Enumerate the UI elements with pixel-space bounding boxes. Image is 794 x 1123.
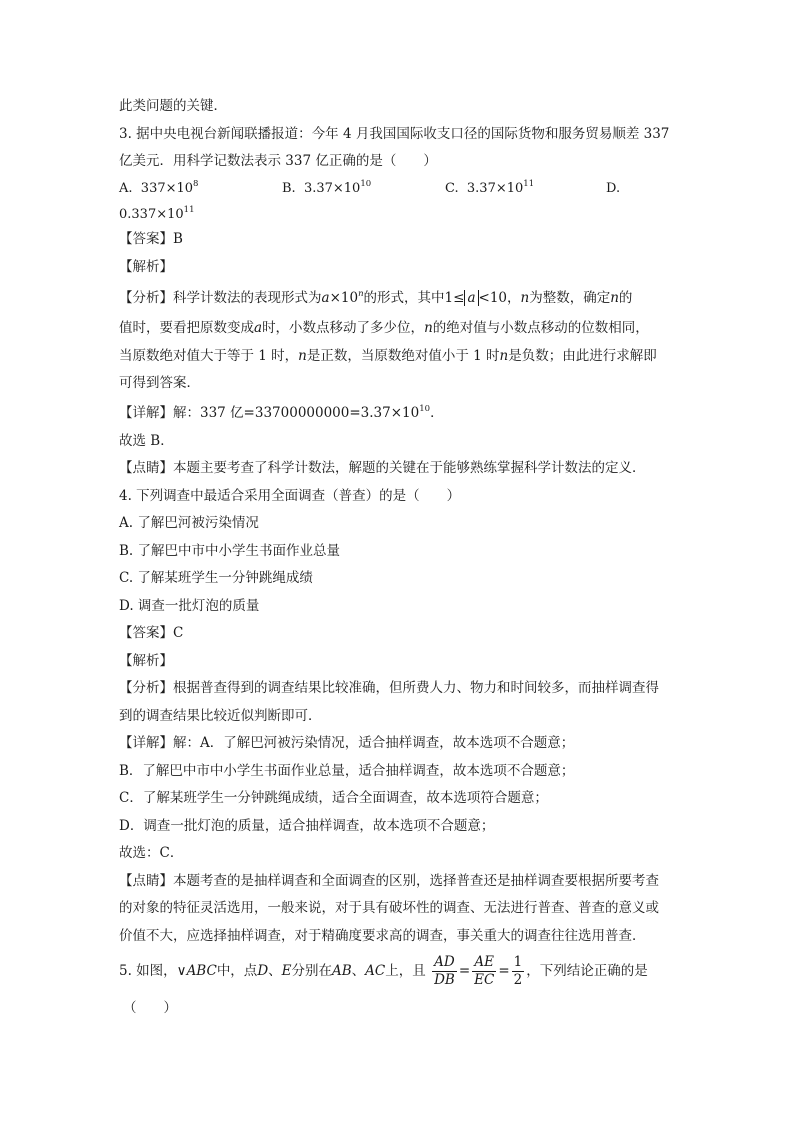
q4-dianjing-line-1: 【点睛】本题考查的是抽样调查和全面调查的区别，选择普查还是抽样调查要根据所要考查 bbox=[119, 873, 659, 889]
q4-fenxi-line-2: 到的调查结果比较近似判断即可． bbox=[119, 708, 322, 724]
q4-dianjing-line-2: 的对象的特征灵活选用，一般来说，对于具有破坏性的调查、无法进行普查、普查的意义或 bbox=[119, 900, 659, 916]
q4-answer: 【答案】C bbox=[119, 625, 184, 641]
q3-fenxi-line-3: 当原数绝对值大于等于 1 时，n是正数，当原数绝对值小于 1 时n是负数；由此进行求解即 bbox=[119, 348, 657, 364]
q4-option-a: A. 了解巴河被污染情况 bbox=[119, 515, 259, 531]
q4-dianjing-line-3: 价值不大，应选择抽样调查，对于精确度要求高的调查，事关重大的调查往往选用普查． bbox=[119, 928, 646, 944]
q3-option-a: A. $337\times 10^8$ bbox=[119, 179, 199, 196]
q5-fraction-ae-ec: $\frac{AE}{EC}$ bbox=[474, 954, 495, 988]
q3-dianjing: 【点睛】本题主要考查了科学计数法，解题的关键在于能够熟练掌握科学计数法的定义． bbox=[119, 460, 646, 476]
q4-option-c: C. 了解某班学生一分钟跳绳成绩 bbox=[119, 570, 313, 586]
q3-fenxi-line-2: 值时，要看把原数变成a时，小数点移动了多少位，n的绝对值与小数点移动的位数相同， bbox=[119, 320, 649, 336]
q3-answer: 【答案】B bbox=[119, 231, 183, 247]
prev-question-tail: 此类问题的关键． bbox=[119, 98, 227, 114]
q3-option-d-label: D. bbox=[606, 181, 621, 196]
q5-stem: 5. 如图，∨ABC中，点D、E分别在AB、AC上，且 $\frac{AD}{DB}$ = $\frac{AE}{EC}$ = $\frac{1}{2}$ ，下列结论正确的是 bbox=[119, 954, 648, 988]
q5-answer-paren: （ ） bbox=[123, 1000, 177, 1016]
q3-option-d-value: $0.337\times 10^{11}$ bbox=[119, 205, 195, 222]
q4-option-d: D. 调查一批灯泡的质量 bbox=[119, 598, 260, 614]
q4-xiangjie-line-3: C．了解某班学生一分钟跳绳成绩，适合全面调查，故本选项符合题意； bbox=[119, 790, 548, 806]
q4-fenxi-line-1: 【分析】根据普查得到的调查结果比较准确，但所费人力、物力和时间较多，而抽样调查得 bbox=[119, 680, 659, 696]
q4-xiangjie-line-2: B．了解巴中市中小学生书面作业总量，适合抽样调查，故本选项不合题意； bbox=[119, 763, 575, 779]
q3-fenxi-line-1: 【分析】科学计数法的表现形式为$a\times 10^n$的形式，其中1≤ a <10，n为整数，确定n的 bbox=[119, 289, 633, 306]
q5-fraction-ad-db: $\frac{AD}{DB}$ bbox=[434, 954, 455, 988]
q5-fraction-one-half: $\frac{1}{2}$ bbox=[513, 954, 523, 988]
q3-fenxi-line-4: 可得到答案． bbox=[119, 375, 200, 391]
q3-stem-line-1: 3. 据中央电视台新闻联播报道：今年 4 月我国国际收支口径的国际货物和服务贸易顺差 337 bbox=[119, 126, 670, 142]
q4-analysis-heading: 【解析】 bbox=[119, 653, 173, 669]
q3-option-b: B. $3.37\times 10^{10}$ bbox=[282, 179, 372, 196]
q3-conclusion: 故选 B． bbox=[119, 433, 174, 449]
q3-option-c: C. $3.37\times 10^{11}$ bbox=[445, 179, 535, 196]
q4-xiangjie-line-1: 【详解】解：A．了解巴河被污染情况，适合抽样调查，故本选项不合题意； bbox=[119, 735, 575, 751]
q3-stem-line-2: 亿美元．用科学记数法表示 337 亿正确的是（ ） bbox=[119, 153, 437, 169]
q3-xiangjie: 【详解】解：337 亿$=33700000000=3.37\times 10^{10}$． bbox=[119, 404, 444, 421]
q3-analysis-heading: 【解析】 bbox=[119, 259, 173, 275]
q4-conclusion: 故选：C． bbox=[119, 845, 184, 861]
q4-stem: 4. 下列调查中最适合采用全面调查（普查）的是（ ） bbox=[119, 488, 461, 504]
q4-option-b: B. 了解巴中市中小学生书面作业总量 bbox=[119, 543, 341, 559]
q4-xiangjie-line-4: D．调查一批灯泡的质量，适合抽样调查，故本选项不合题意； bbox=[119, 818, 495, 834]
